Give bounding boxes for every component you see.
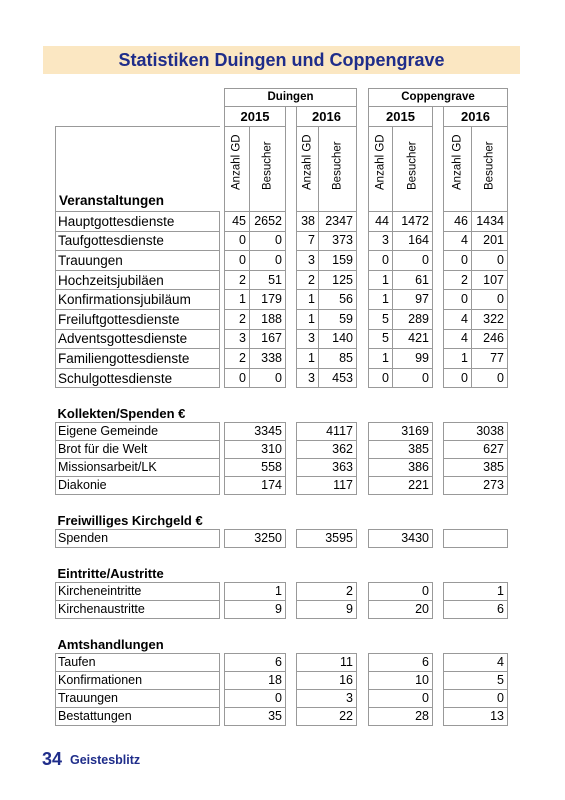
- group-coppengrave: Coppengrave: [369, 89, 508, 107]
- value-cell: 174: [225, 477, 286, 495]
- table-row: [56, 270, 508, 290]
- value-cell: 4: [444, 654, 508, 672]
- value-cell: 4: [444, 231, 472, 251]
- value-cell: 85: [319, 349, 357, 369]
- row-label: Trauungen: [56, 251, 220, 271]
- row-label: Konfirmationsjubiläum: [56, 290, 220, 310]
- value-cell: 6: [369, 654, 433, 672]
- value-cell: 1: [369, 290, 393, 310]
- row-label: Freiluftgottesdienste: [56, 309, 220, 329]
- value-cell: 22: [297, 708, 357, 726]
- value-cell: 0: [250, 368, 286, 388]
- value-cell: 2: [444, 270, 472, 290]
- row-label: Diakonie: [56, 477, 220, 495]
- value-cell: 3595: [297, 530, 357, 548]
- value-cell: 1: [225, 290, 250, 310]
- value-cell: 4: [444, 329, 472, 349]
- table-row: [56, 530, 508, 548]
- value-cell: 0: [393, 251, 433, 271]
- value-cell: 4: [444, 309, 472, 329]
- value-cell: 3430: [369, 530, 433, 548]
- value-cell: 7: [297, 231, 319, 251]
- section-heading-row: [56, 635, 508, 654]
- value-cell: 2652: [250, 212, 286, 232]
- value-cell: 20: [369, 601, 433, 619]
- section-heading-row: [56, 404, 508, 423]
- table-row: [56, 654, 508, 672]
- value-cell: 107: [472, 270, 508, 290]
- section-heading-row: [56, 511, 508, 530]
- value-cell: 201: [472, 231, 508, 251]
- row-label: Spenden: [56, 530, 220, 548]
- page-title: Statistiken Duingen und Coppengrave: [118, 50, 445, 70]
- row-label: Hauptgottesdienste: [56, 212, 220, 232]
- column-header-row: [56, 127, 508, 212]
- magazine-name: Geistesblitz: [70, 753, 141, 767]
- value-cell: 3169: [369, 423, 433, 441]
- value-cell: 77: [472, 349, 508, 369]
- value-cell: 51: [250, 270, 286, 290]
- col-count-label: Anzahl GD: [301, 134, 313, 190]
- table-row: [56, 601, 508, 619]
- veranstaltungen-heading: Veranstaltungen: [59, 193, 165, 208]
- value-cell: 167: [250, 329, 286, 349]
- value-cell: 2: [225, 309, 250, 329]
- value-cell: 5: [369, 309, 393, 329]
- page-number: 34: [42, 749, 63, 769]
- row-label: Adventsgottesdienste: [56, 329, 220, 349]
- year-coppengrave-2015: 2015: [369, 107, 433, 127]
- value-cell: 5: [369, 329, 393, 349]
- table-row: [56, 368, 508, 388]
- section-spacer: [56, 548, 508, 565]
- col-count-label: Anzahl GD: [451, 134, 463, 190]
- amtshandlungen-heading: Amtshandlungen: [57, 636, 164, 652]
- value-cell: 0: [225, 251, 250, 271]
- col-count-label: Anzahl GD: [374, 134, 386, 190]
- value-cell: 117: [297, 477, 357, 495]
- value-cell: 1: [297, 290, 319, 310]
- value-cell: 6: [444, 601, 508, 619]
- value-cell: 16: [297, 672, 357, 690]
- col-visitors-label: Besucher: [261, 141, 273, 190]
- value-cell: 2: [225, 349, 250, 369]
- row-label: Taufen: [56, 654, 220, 672]
- value-cell: 362: [297, 441, 357, 459]
- value-cell: 9: [225, 601, 286, 619]
- value-cell: 273: [444, 477, 508, 495]
- value-cell: 140: [319, 329, 357, 349]
- table-row: [56, 290, 508, 310]
- value-cell: 322: [472, 309, 508, 329]
- value-cell: 3: [297, 690, 357, 708]
- value-cell: 0: [225, 368, 250, 388]
- table-row: [56, 690, 508, 708]
- value-cell: 0: [393, 368, 433, 388]
- value-cell: 61: [393, 270, 433, 290]
- value-cell: 0: [444, 251, 472, 271]
- value-cell: 0: [369, 583, 433, 601]
- value-cell: 188: [250, 309, 286, 329]
- value-cell: 59: [319, 309, 357, 329]
- value-cell: 0: [369, 251, 393, 271]
- year-header-row: [56, 107, 508, 127]
- value-cell: 159: [319, 251, 357, 271]
- section-heading-row: [56, 564, 508, 583]
- row-label: Hochzeitsjubiläen: [56, 270, 220, 290]
- year-duingen-2016: 2016: [297, 107, 357, 127]
- value-cell: 0: [472, 290, 508, 310]
- value-cell: 5: [444, 672, 508, 690]
- row-label: Kircheneintritte: [56, 583, 220, 601]
- value-cell: 1: [225, 583, 286, 601]
- value-cell: 56: [319, 290, 357, 310]
- value-cell: 6: [225, 654, 286, 672]
- value-cell: 3: [225, 329, 250, 349]
- value-cell: 0: [250, 231, 286, 251]
- value-cell: 627: [444, 441, 508, 459]
- value-cell: 10: [369, 672, 433, 690]
- section-spacer: [56, 388, 508, 405]
- value-cell: 1472: [393, 212, 433, 232]
- row-label: Trauungen: [56, 690, 220, 708]
- value-cell: 2347: [319, 212, 357, 232]
- value-cell: 2: [225, 270, 250, 290]
- row-label: Schulgottesdienste: [56, 368, 220, 388]
- value-cell: 179: [250, 290, 286, 310]
- row-label: Missionsarbeit/LK: [56, 459, 220, 477]
- value-cell: 3345: [225, 423, 286, 441]
- value-cell: 38: [297, 212, 319, 232]
- value-cell: 18: [225, 672, 286, 690]
- value-cell: 3: [297, 368, 319, 388]
- table-row: [56, 708, 508, 726]
- table-row: [56, 441, 508, 459]
- value-cell: 2: [297, 270, 319, 290]
- value-cell: 289: [393, 309, 433, 329]
- year-coppengrave-2016: 2016: [444, 107, 508, 127]
- table-row: [56, 672, 508, 690]
- value-cell: 246: [472, 329, 508, 349]
- value-cell: 3: [297, 329, 319, 349]
- col-count-label: Anzahl GD: [230, 134, 243, 190]
- value-cell: 35: [225, 708, 286, 726]
- kollekten-heading: Kollekten/Spenden €: [57, 405, 186, 421]
- year-duingen-2015: 2015: [225, 107, 286, 127]
- value-cell: 386: [369, 459, 433, 477]
- value-cell: 13: [444, 708, 508, 726]
- table-row: [56, 251, 508, 271]
- table-row: [56, 423, 508, 441]
- value-cell: 28: [369, 708, 433, 726]
- value-cell: 11: [297, 654, 357, 672]
- value-cell: 1434: [472, 212, 508, 232]
- value-cell: 1: [369, 270, 393, 290]
- statistics-table: [55, 88, 508, 726]
- value-cell: 421: [393, 329, 433, 349]
- value-cell: 221: [369, 477, 433, 495]
- value-cell: [444, 530, 508, 548]
- col-visitors-label: Besucher: [331, 141, 343, 190]
- table-row: [56, 349, 508, 369]
- value-cell: 0: [444, 368, 472, 388]
- col-visitors-label: Besucher: [406, 141, 418, 190]
- value-cell: 3250: [225, 530, 286, 548]
- group-duingen: Duingen: [225, 89, 357, 107]
- section-spacer: [56, 495, 508, 512]
- group-header-row: [56, 89, 508, 107]
- row-label: Taufgottesdienste: [56, 231, 220, 251]
- value-cell: 373: [319, 231, 357, 251]
- row-label: Bestattungen: [56, 708, 220, 726]
- veranstaltungen-heading-cell: [56, 127, 220, 212]
- value-cell: 1: [444, 583, 508, 601]
- value-cell: 164: [393, 231, 433, 251]
- value-cell: 1: [444, 349, 472, 369]
- value-cell: 0: [369, 690, 433, 708]
- value-cell: 1: [297, 309, 319, 329]
- value-cell: 0: [369, 368, 393, 388]
- row-label: Brot für die Welt: [56, 441, 220, 459]
- table-row: [56, 477, 508, 495]
- value-cell: 0: [225, 690, 286, 708]
- value-cell: 46: [444, 212, 472, 232]
- value-cell: 97: [393, 290, 433, 310]
- value-cell: 0: [444, 690, 508, 708]
- value-cell: 3038: [444, 423, 508, 441]
- row-label: Kirchenaustritte: [56, 601, 220, 619]
- value-cell: 45: [225, 212, 250, 232]
- value-cell: 3: [297, 251, 319, 271]
- value-cell: 99: [393, 349, 433, 369]
- row-label: Eigene Gemeinde: [56, 423, 220, 441]
- table-row: [56, 212, 508, 232]
- value-cell: 9: [297, 601, 357, 619]
- row-label: Konfirmationen: [56, 672, 220, 690]
- value-cell: 0: [250, 251, 286, 271]
- value-cell: 0: [472, 368, 508, 388]
- value-cell: 2: [297, 583, 357, 601]
- value-cell: 453: [319, 368, 357, 388]
- value-cell: 3: [369, 231, 393, 251]
- table-row: [56, 329, 508, 349]
- table-row: [56, 583, 508, 601]
- value-cell: 0: [472, 251, 508, 271]
- value-cell: 125: [319, 270, 357, 290]
- row-label: Familiengottesdienste: [56, 349, 220, 369]
- table-body: [56, 89, 508, 726]
- table-row: [56, 459, 508, 477]
- value-cell: 0: [225, 231, 250, 251]
- value-cell: 1: [297, 349, 319, 369]
- value-cell: 363: [297, 459, 357, 477]
- value-cell: 558: [225, 459, 286, 477]
- value-cell: 0: [444, 290, 472, 310]
- value-cell: 1: [369, 349, 393, 369]
- value-cell: 385: [444, 459, 508, 477]
- value-cell: 4117: [297, 423, 357, 441]
- value-cell: 44: [369, 212, 393, 232]
- table-row: [56, 309, 508, 329]
- table-row: [56, 231, 508, 251]
- col-visitors-label: Besucher: [483, 141, 495, 190]
- value-cell: 338: [250, 349, 286, 369]
- value-cell: 385: [369, 441, 433, 459]
- kirchgeld-heading: Freiwilliges Kirchgeld €: [57, 512, 203, 528]
- value-cell: 310: [225, 441, 286, 459]
- eintritte-heading: Eintritte/Austritte: [57, 565, 164, 581]
- section-spacer: [56, 619, 508, 636]
